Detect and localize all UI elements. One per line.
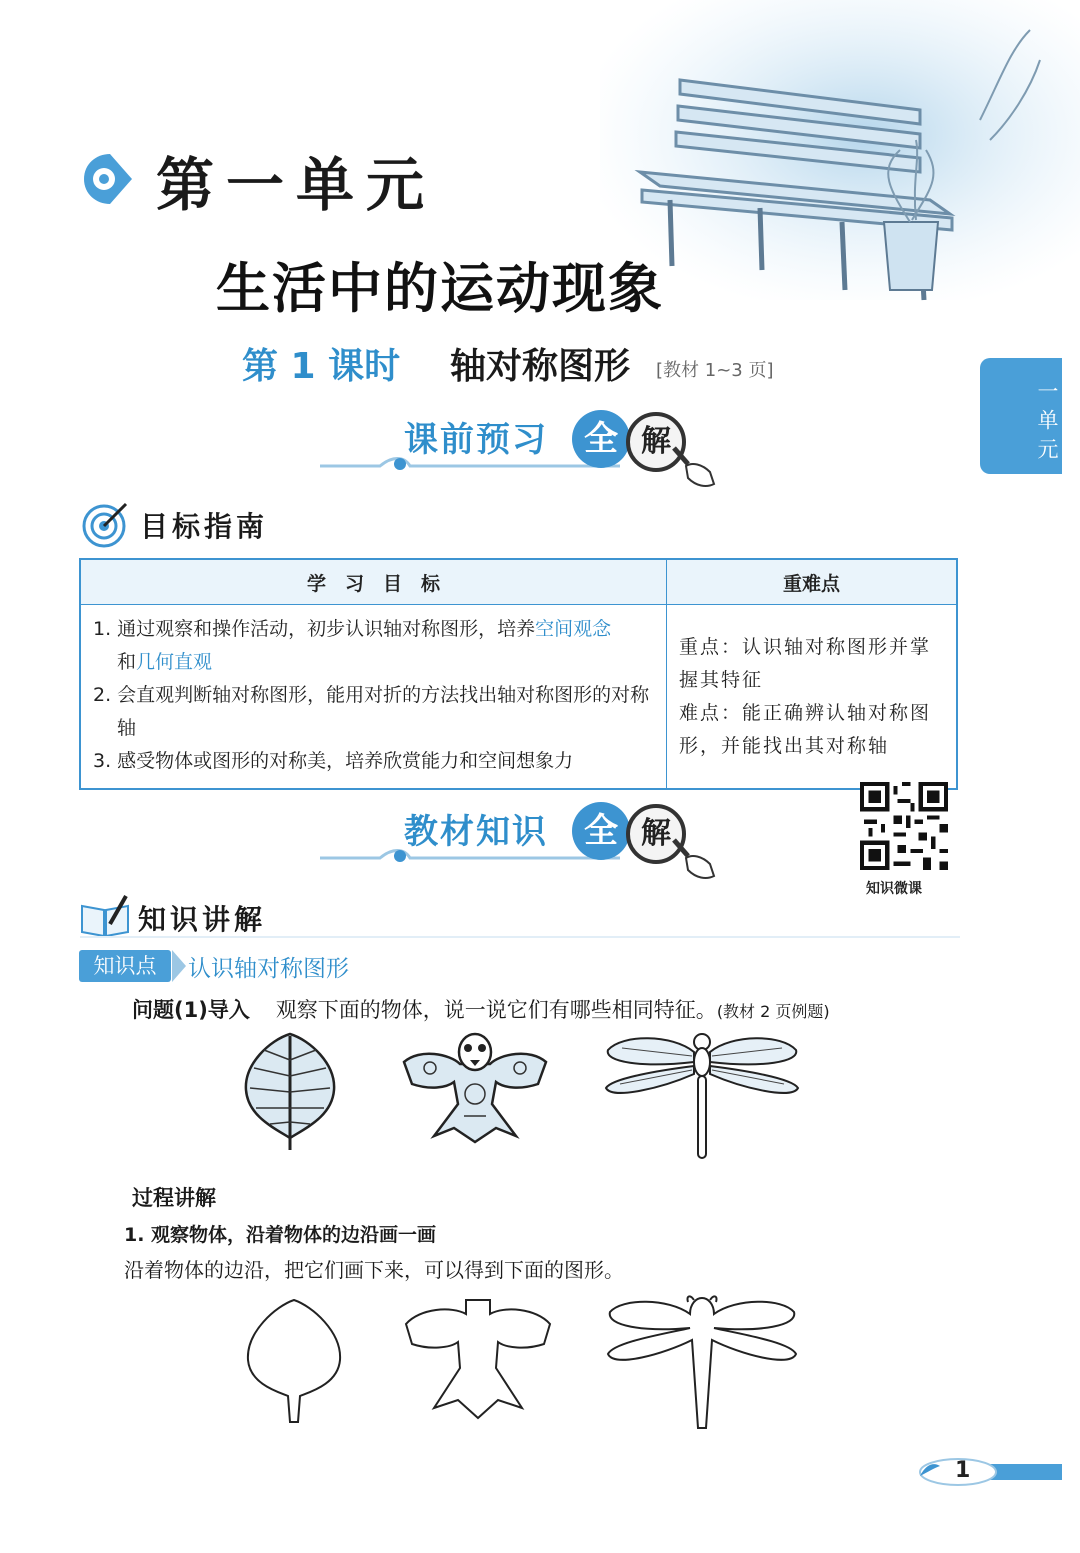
process-title: 过程讲解 xyxy=(132,1186,216,1210)
jie-magnifier-badge: 解 xyxy=(626,804,686,864)
leaf-illustration xyxy=(240,1030,340,1152)
goal-1-highlight-space: 空间观念 xyxy=(535,618,612,640)
question-ref: (教材 2 页例题) xyxy=(716,1002,830,1021)
dragonfly-outline xyxy=(604,1292,800,1432)
unit-side-tab: 一单元 xyxy=(980,358,1062,474)
hand-magnifier-icon xyxy=(670,836,720,886)
qr-label: 知识微课 xyxy=(866,881,922,897)
hand-magnifier-icon xyxy=(670,444,720,494)
goal-1-text: 1. 通过观察和操作活动，初步认识轴对称图形，培养 xyxy=(93,618,536,640)
dragonfly-illustration xyxy=(602,1026,802,1164)
preview-section-title: 课前预习 xyxy=(404,420,548,460)
lesson-number: 第 1 课时 xyxy=(242,346,401,387)
goal-item-3: 3. 感受物体或图形的对称美，培养欣赏能力和空间想象力 xyxy=(93,750,574,772)
col-key-points: 重难点 xyxy=(667,559,958,605)
col-learning-goals: 学 习 目 标 xyxy=(80,559,667,605)
goal-item-2: 2. 会直观判断轴对称图形，能用对折的方法找出轴对称图形的对称轴 xyxy=(93,684,650,739)
knowledge-point-name: 认识轴对称图形 xyxy=(188,956,349,982)
knowledge-section-title: 教材知识 xyxy=(404,812,548,852)
goals-title: 目标指南 xyxy=(140,510,269,543)
book-pen-icon xyxy=(80,894,134,938)
knowledge-point-tag: 知识点 xyxy=(79,950,171,982)
preview-section-banner xyxy=(320,408,720,478)
goal-1-highlight-geometry: 几何直观 xyxy=(136,651,213,673)
knowledge-section-banner xyxy=(320,800,720,870)
unit-subtitle: 生活中的运动现象 xyxy=(216,257,664,320)
unit-title: 第一单元 xyxy=(156,151,437,219)
step1-title: 1. 观察物体，沿着物体的边沿画一画 xyxy=(124,1224,437,1246)
page-number-ribbon xyxy=(912,1456,1062,1486)
question-label: 问题(1)导入 xyxy=(132,998,250,1022)
lesson-textbook-ref: [教材 1~3 页] xyxy=(656,360,774,381)
quan-badge: 全 xyxy=(572,410,630,468)
goals-table xyxy=(79,558,958,790)
qr-code[interactable] xyxy=(860,782,948,870)
learning-goals-cell xyxy=(80,605,667,790)
step1-description: 沿着物体的边沿，把它们画下来，可以得到下面的图形。 xyxy=(124,1258,624,1282)
goal-item-1 xyxy=(93,613,660,679)
key-points-cell xyxy=(667,605,958,790)
quan-badge: 全 xyxy=(572,802,630,860)
question-intro xyxy=(132,994,830,1024)
unit-badge-icon xyxy=(78,150,136,208)
difficult-point: 难点：能正确辨认轴对称图形，并能找出其对称轴 xyxy=(679,701,932,757)
tag-arrow-decoration xyxy=(172,950,186,982)
header-underline xyxy=(80,934,960,940)
knowledge-header: 知识讲解 xyxy=(138,903,267,936)
page-number: 1 xyxy=(955,1458,971,1483)
jie-magnifier-badge: 解 xyxy=(626,412,686,472)
kite-illustration xyxy=(400,1028,550,1150)
kite-outline xyxy=(400,1296,556,1422)
question-text: 观察下面的物体，说一说它们有哪些相同特征。 xyxy=(275,998,717,1022)
key-point: 重点：认识轴对称图形并掌握其特征 xyxy=(679,635,932,691)
lesson-name: 轴对称图形 xyxy=(450,346,631,387)
goal-1-and: 和 xyxy=(117,651,137,673)
leaf-outline xyxy=(242,1296,346,1424)
target-icon xyxy=(80,498,132,550)
